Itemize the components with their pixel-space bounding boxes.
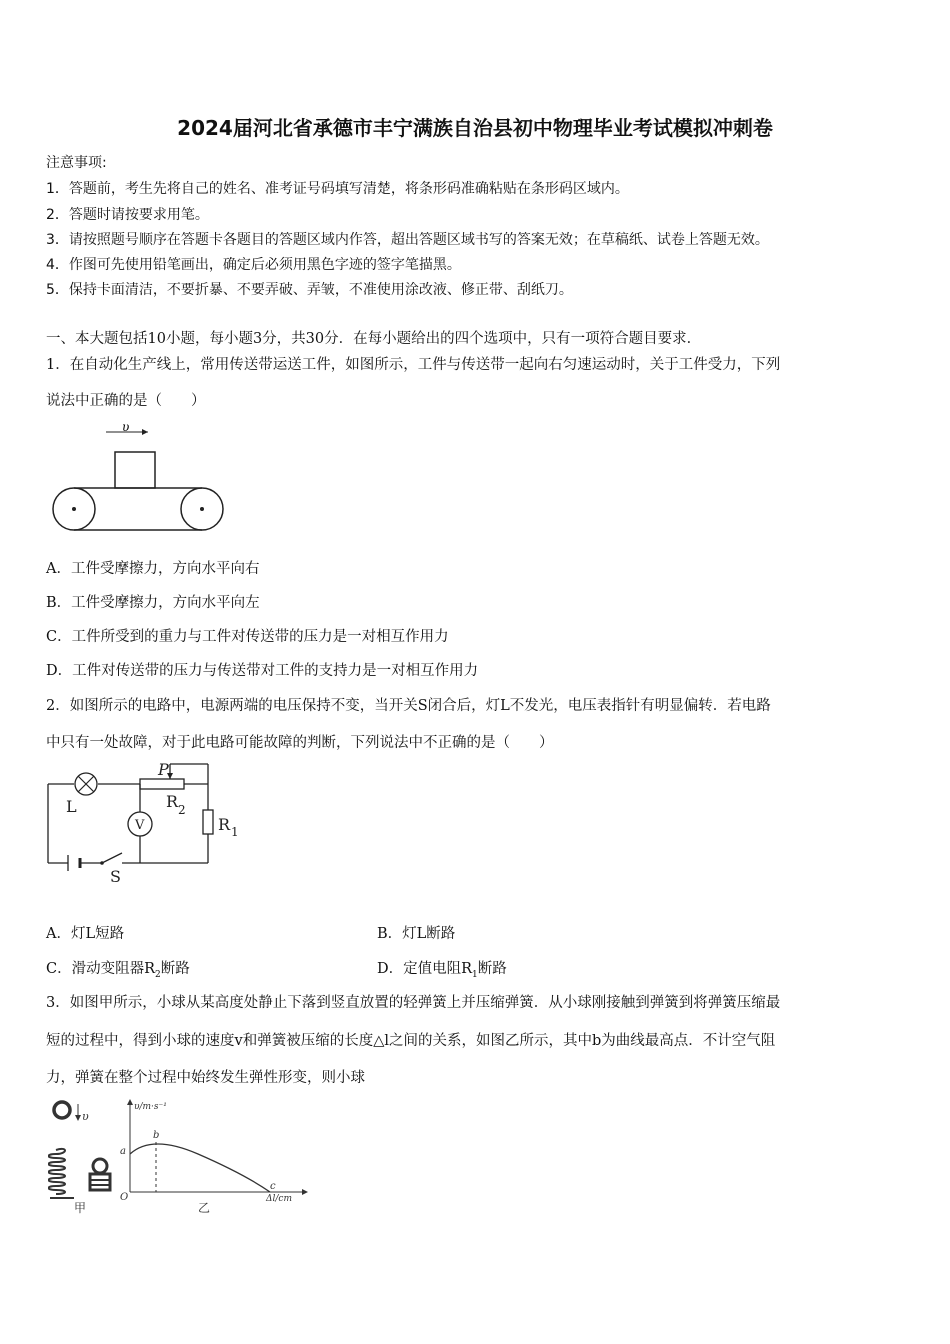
notice-heading: 注意事项: [46, 155, 107, 171]
q1-stem-line1: 1．在自动化生产线上，常用传送带运送工件，如图所示，工件与传送带一起向右匀速运动时，关于工件受力，下列 [46, 357, 781, 373]
svg-text:1: 1 [231, 825, 239, 839]
velocity-label: υ [122, 420, 130, 434]
notice-item: 5．保持卡面清洁，不要折暴、不要弄破、弄皱，不准使用涂改液、修正带、刮纸刀。 [46, 282, 573, 298]
q2-option-c: C．滑动变阻器$R_2$断路 [46, 961, 190, 980]
exam-title: 2024届河北省承德市丰宁满族自治县初中物理毕业考试模拟冲刺卷 [177, 116, 773, 140]
svg-text:υ: υ [82, 1110, 89, 1123]
q3-stem-line3: 力，弹簧在整个过程中始终发生弹性形变，则小球 [46, 1070, 365, 1086]
q3-stem-line1: 3．如图甲所示，小球从某高度处静止下落到竖直放置的轻弹簧上并压缩弹簧．从小球刚接触到弹簧到将弹簧压缩最 [46, 995, 781, 1011]
svg-text:甲: 甲 [74, 1201, 87, 1215]
svg-text:L: L [66, 797, 77, 816]
notice-item: 2．答题时请按要求用笔。 [46, 207, 209, 223]
velocity-curve [130, 1144, 270, 1192]
notice-item: 4．作图可先使用铅笔画出，确定后必须用黑色字迹的签字笔描黑。 [46, 257, 461, 273]
q2-option-a: A．灯L短路 [46, 926, 125, 942]
compressed-spring-icon [90, 1159, 110, 1190]
workpiece [115, 452, 155, 488]
q1-stem-line2: 说法中正确的是（ ） [46, 393, 206, 409]
notice-item: 3．请按照题号顺序在答题卡各题目的答题区域内作答，超出答题区域书写的答案无效；在草稿纸、试卷上答题无效。 [46, 232, 769, 248]
conveyor-figure [48, 420, 228, 535]
svg-text:c: c [270, 1181, 276, 1192]
q2-stem-line1: 2．如图所示的电路中，电源两端的电压保持不变，当开关S闭合后，灯L不发光，电压表指针有明显偏转．若电路 [46, 698, 771, 714]
q2-option-d: D．定值电阻$R_1$断路 [377, 961, 507, 980]
svg-text:R: R [166, 792, 179, 811]
q2-option-b: B．灯L断路 [377, 926, 456, 942]
svg-text:Δl/cm: Δl/cm [266, 1194, 292, 1204]
q1-option-d: D．工件对传送带的压力与传送带对工件的支持力是一对相互作用力 [46, 663, 479, 679]
svg-text:a: a [120, 1146, 126, 1157]
spring-ball-figure [48, 1094, 318, 1219]
q1-option-a: A．工件受摩擦力，方向水平向右 [46, 561, 260, 577]
svg-text:2: 2 [178, 803, 186, 817]
svg-text:S: S [110, 867, 121, 886]
q3-stem-line2: 短的过程中，得到小球的速度v和弹簧被压缩的长度△l之间的关系，如图乙所示，其中b为曲线最高点．不计空气阻 [46, 1033, 776, 1049]
q2-stem-line2: 中只有一处故障，对于此电路可能故障的判断，下列说法中不正确的是（ ） [46, 735, 554, 751]
svg-text:乙: 乙 [198, 1201, 211, 1215]
lamp-icon [75, 773, 97, 795]
svg-text:O: O [120, 1192, 129, 1203]
svg-text:b: b [153, 1130, 160, 1141]
section-heading: 一、本大题包括10小题，每小题3分，共30分．在每小题给出的四个选项中，只有一项符合题目要求． [46, 331, 702, 347]
q1-option-b: B．工件受摩擦力，方向水平向左 [46, 595, 260, 611]
svg-text:υ/m·s⁻¹: υ/m·s⁻¹ [134, 1102, 167, 1112]
svg-text:P: P [158, 760, 169, 779]
circuit-figure [44, 758, 254, 888]
q1-option-c: C．工件所受到的重力与工件对传送带的压力是一对相互作用力 [46, 629, 449, 645]
ball-icon [54, 1102, 70, 1118]
spring-icon [49, 1149, 66, 1194]
notice-item: 1．答题前，考生先将自己的姓名、准考证号码填写清楚，将条形码准确粘贴在条形码区域内。 [46, 181, 629, 197]
svg-text:V: V [135, 818, 145, 833]
svg-text:R: R [218, 815, 231, 834]
